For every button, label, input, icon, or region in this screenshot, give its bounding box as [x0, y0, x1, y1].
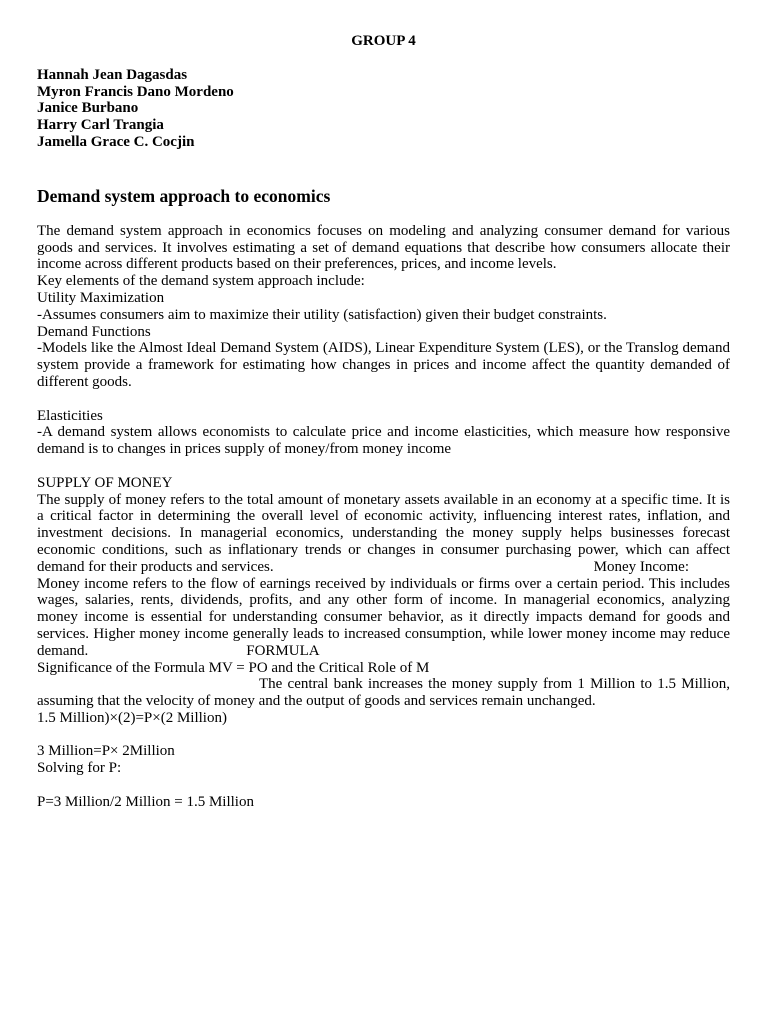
- member-name: Harry Carl Trangia: [37, 117, 164, 134]
- formula-label: FORMULA: [246, 642, 320, 659]
- supply-text: The supply of money refers to the total amount of monetary assets available in an economy at a specific time. It is a critical factor in determining the overall level of economic activity, influencing interest rates, inflation, and investment decisions. In managerial economics, understanding the money supply helps businesses forecast economic conditions, such as inflationary trends or changes in consumer purchasing power, which can affect demand for their products and services.: [37, 491, 730, 575]
- solving-line: Solving for P:: [37, 760, 122, 777]
- spacer: [37, 727, 730, 744]
- money-income-text: Money income refers to the flow of earnings received by individuals or firms over a certain period. This includes wages, salaries, rents, dividends, profits, and any other form of income. In managerial economics, analyzing money income is essential for understanding consumer behavior, as it directly impacts demand for goods and services. Higher money income generally leads to increased consumption, while lower money income may reduce demand.: [37, 575, 730, 659]
- equation-3: P=3 Million/2 Million = 1.5 Million: [37, 793, 254, 810]
- spacer: [37, 458, 730, 475]
- document-page: [37, 33, 730, 811]
- utility-text: -Assumes consumers aim to maximize their utility (satisfaction) given their budget constraints.: [37, 306, 607, 323]
- spacer: [37, 391, 730, 408]
- intro-paragraph: The demand system approach in economics focuses on modeling and analyzing consumer demand for various goods and services. It involves estimating a set of demand equations that describe how consumers allocate their income across different products based on their preferences, prices, and income levels.: [37, 222, 730, 273]
- demand-functions-text: -Models like the Almost Ideal Demand System (AIDS), Linear Expenditure System (LES), or the Translog demand system provide a framework for estimating how changes in prices and income affect the quantity demanded of different goods.: [37, 340, 730, 390]
- member-list: [37, 67, 730, 151]
- equation-1: 1.5 Million)×(2)=P×(2 Million): [37, 709, 227, 726]
- elasticities-text: -A demand system allows economists to calculate price and income elasticities, which measure how responsive demand is to changes in prices supply of money/from money income: [37, 424, 730, 458]
- elasticities-title: Elasticities: [37, 407, 103, 424]
- utility-title: Utility Maximization: [37, 289, 165, 306]
- money-income-paragraph: [37, 576, 730, 660]
- member-name: Jamella Grace C. Cocjin: [37, 133, 195, 150]
- member-name: Janice Burbano: [37, 100, 139, 117]
- member-name: Hannah Jean Dagasdas: [37, 66, 188, 83]
- key-elements-line: Key elements of the demand system approach include:: [37, 273, 365, 290]
- supply-paragraph: [37, 492, 730, 576]
- group-title: GROUP 4: [351, 33, 416, 49]
- demand-functions-title: Demand Functions: [37, 323, 151, 340]
- member-name: Myron Francis Dano Mordeno: [37, 83, 234, 100]
- significance-line: Significance of the Formula MV = PO and the Critical Role of M: [37, 659, 430, 676]
- spacer: [37, 777, 730, 794]
- money-income-label: Money Income:: [593, 558, 689, 575]
- supply-title: SUPPLY OF MONEY: [37, 474, 173, 491]
- central-bank-paragraph: The central bank increases the money supply from 1 Million to 1.5 Million, assuming that the velocity of money and the output of goods and services remain unchanged.: [37, 676, 730, 710]
- equation-2: 3 Million=P× 2Million: [37, 743, 175, 760]
- section-heading: Demand system approach to economics: [37, 185, 331, 206]
